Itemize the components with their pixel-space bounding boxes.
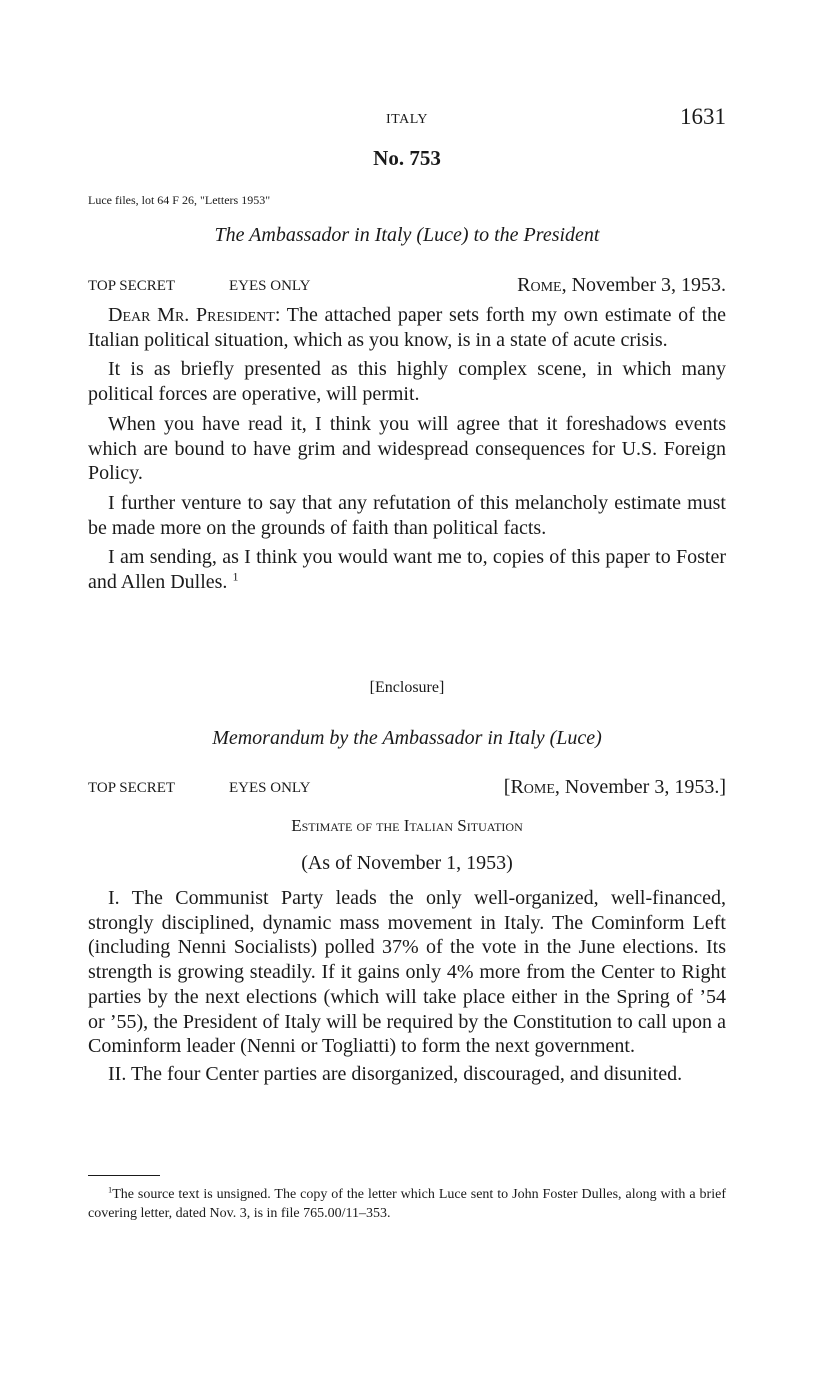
dateline-bracket: [ <box>503 776 511 798</box>
handling-label: EYES ONLY <box>229 780 311 796</box>
memorandum-paragraph: II. The four Center parties are disorganized, discouraged, and disunited. <box>108 1062 683 1085</box>
footnote-text: The source text is unsigned. The copy of the letter which Luce sent to John Foster Dulles, along with a brief covering letter, dated Nov. 3, is in file 765.00/11–353. <box>88 1187 726 1221</box>
dateline-date: , November 3, 1953. <box>561 274 726 296</box>
letter-paragraph: When you have read it, I think you will agree that it foreshadows events which are bound to have grim and widespread consequences for U.S. Foreign Policy. <box>88 412 726 485</box>
handling-label: EYES ONLY <box>229 278 311 294</box>
page-number: 1631 <box>680 104 726 129</box>
footnote-marker: 1 <box>108 1185 113 1195</box>
document-title: The Ambassador in Italy (Luce) to the President <box>214 224 600 246</box>
memorandum-paragraph: I. The Communist Party leads the only well-organized, well-financed, strongly disciplined, dynamic mass movement in Italy. The Cominform Left (including Nenni Socialists) polled 37% of the vote in the June elections. Its strength is growing steadily. If it gains only 4% more from the Center to Right parties by the next elections (which will take place either in the Spring of ’54 or ’55), the President of Italy will be required by the Constitution to call upon a Cominform leader (Nenni or Togliatti) to form the next government. <box>88 887 726 1058</box>
dateline-place: Rome <box>510 776 555 798</box>
source-note: Luce files, lot 64 F 26, "Letters 1953" <box>88 193 271 207</box>
letter-dateline <box>517 274 726 297</box>
letter-paragraph <box>88 303 726 352</box>
letter-paragraph: It is as briefly presented as this highly complex scene, in which many political forces are operative, will permit. <box>88 358 726 406</box>
letter-classification-line <box>88 274 726 300</box>
enclosure-title: Memorandum by the Ambassador in Italy (Luce) <box>212 727 602 749</box>
letter-body <box>88 303 726 595</box>
letter-paragraph <box>88 545 726 594</box>
salutation: Dear Mr. President <box>108 304 275 326</box>
running-title: ITALY <box>386 112 428 127</box>
dateline-date: , November 3, 1953.] <box>554 776 726 798</box>
document-number: No. 753 <box>373 146 441 170</box>
enclosure-dateline <box>504 776 726 799</box>
dateline-place: Rome <box>517 274 562 296</box>
letter-paragraph: I further venture to say that any refutation of this melancholy estimate must be made more on the grounds of faith than political facts. <box>88 491 726 539</box>
footnote-divider <box>88 1175 160 1176</box>
paragraph-text: I am sending, as I think you would want me to, copies of this paper to Foster and Allen Dulles. <box>88 546 726 594</box>
memorandum-body <box>88 886 726 1087</box>
paragraph-text: : The attached paper sets forth my own estimate of the Italian political situation, which as you know, is in a state of acute crisis. <box>88 304 727 351</box>
enclosure-classification-line <box>88 776 726 802</box>
running-header <box>88 104 726 132</box>
footnote <box>88 1186 726 1223</box>
footnote-reference: 1 <box>232 569 239 584</box>
estimate-title: Estimate of the Italian Situation <box>291 816 523 835</box>
classification-label: TOP SECRET <box>88 780 176 796</box>
enclosure-label: [Enclosure] <box>369 679 445 696</box>
estimate-subtitle: (As of November 1, 1953) <box>301 852 513 874</box>
classification-label: TOP SECRET <box>88 278 176 294</box>
